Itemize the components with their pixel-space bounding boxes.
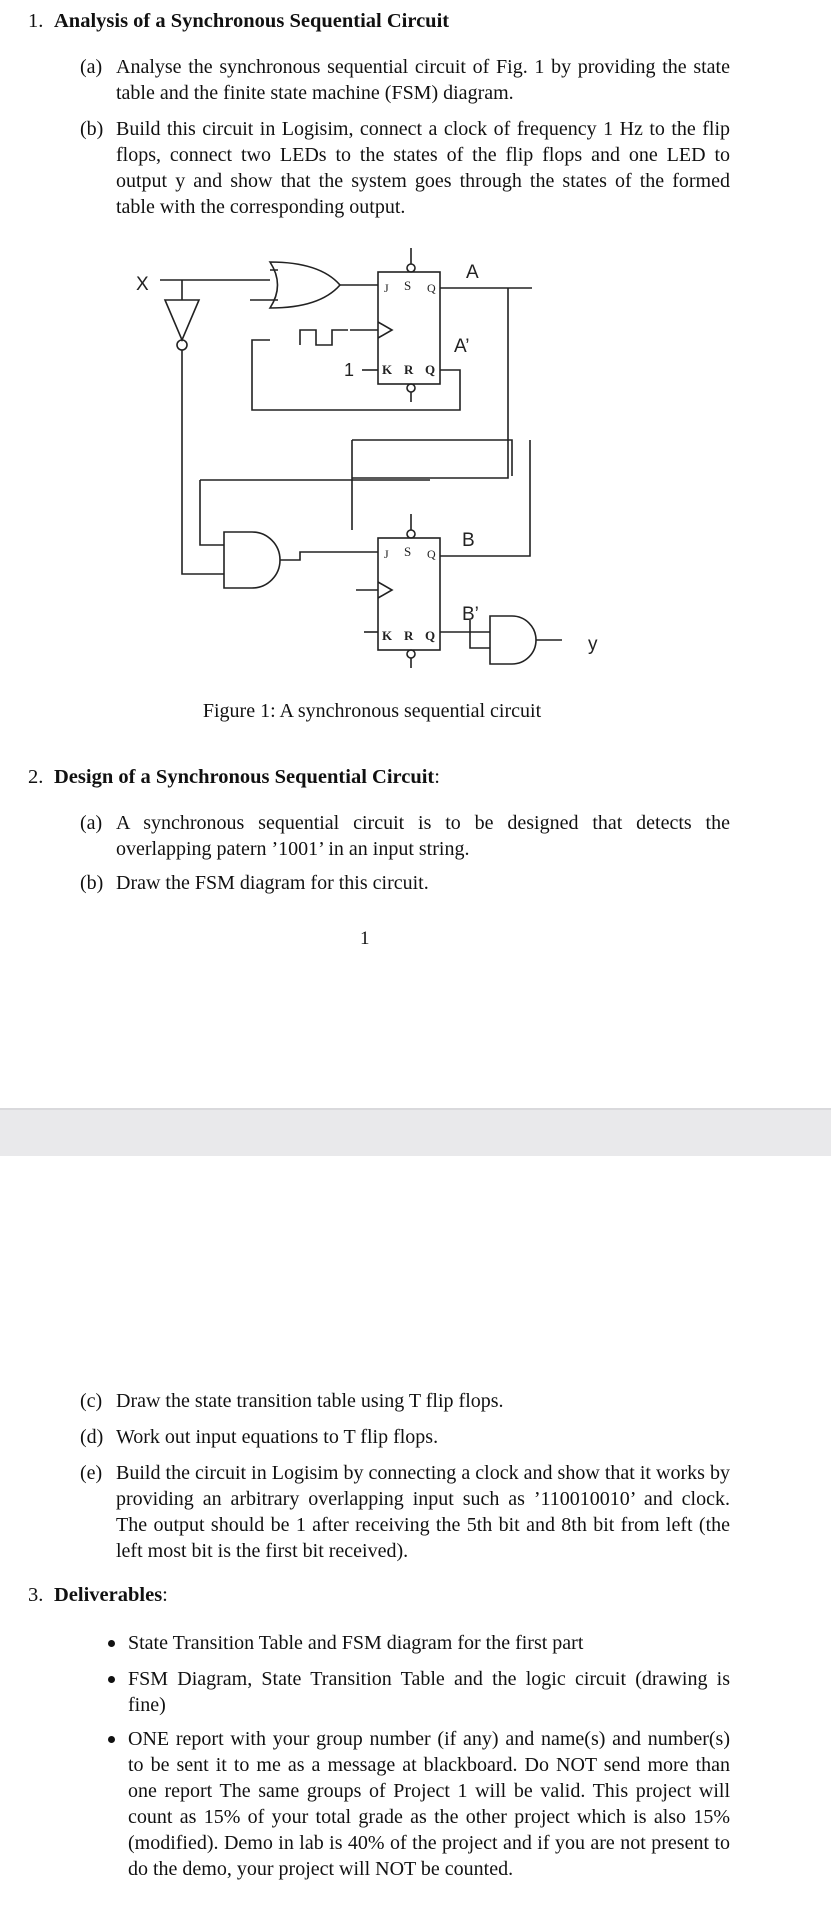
flip-flop-a-clock	[378, 322, 392, 338]
section-2-item-e: (e) Build the circuit in Logisim by connecting a clock and show that it works by providing an arbitrary overlapping input such as ’110010010’ and clock. The output should be 1 after receiving the 5th bit and 8th bit from left (the left most bit is the first bit received).	[80, 1462, 730, 1562]
and-gate-1-output	[280, 552, 378, 560]
svg-text:Q: Q	[427, 547, 436, 561]
b-prime-label: B’	[462, 604, 479, 625]
y-output-label: y	[588, 634, 598, 655]
b-label: B	[462, 530, 475, 551]
bullet-icon	[108, 1736, 115, 1743]
a-prime-label: A’	[454, 336, 470, 357]
section-2-item-d: (d) Work out input equations to T flip flops.	[80, 1426, 439, 1448]
section-1-item-a: (a) Analyse the synchronous sequential circuit of Fig. 1 by providing the state table and the finite state machine (FSM) diagram.	[80, 56, 730, 104]
or-inputs	[250, 270, 278, 300]
page-gap	[0, 1108, 831, 1156]
reset-bubble-b	[407, 650, 415, 658]
clock-symbol	[300, 330, 348, 345]
bullet-icon	[108, 1676, 115, 1683]
bullet-icon	[108, 1640, 115, 1647]
reset-bubble-a	[407, 384, 415, 392]
or-gate	[270, 262, 340, 308]
section-3-heading: 3. Deliverables:	[28, 1584, 168, 1606]
deliverable-item: State Transition Table and FSM diagram for the first part	[108, 1630, 730, 1656]
a-to-b-wire	[352, 288, 508, 478]
svg-text:R: R	[404, 362, 414, 377]
section-1-item-b: (b) Build this circuit in Logisim, connect a clock of frequency 1 Hz to the flip flops, connect two LEDs to the states of the flip flops and one LED to output y and show that the system goes through the states of the formed table with the corresponding output.	[80, 118, 730, 218]
set-bubble-b	[407, 530, 415, 538]
and-gate-1	[224, 532, 280, 588]
figure-caption: Figure 1: A synchronous sequential circuit	[202, 700, 542, 722]
svg-text:J: J	[384, 547, 389, 561]
a-label: A	[466, 262, 479, 283]
deliverable-item: FSM Diagram, State Transition Table and the logic circuit (drawing is fine)	[108, 1666, 730, 1718]
svg-text:K: K	[382, 362, 393, 377]
set-bubble-a	[407, 264, 415, 272]
section-2-item-b: (b) Draw the FSM diagram for this circuit.	[80, 872, 429, 894]
svg-text:R: R	[404, 628, 414, 643]
svg-text:K: K	[382, 628, 393, 643]
svg-text:S: S	[404, 278, 412, 293]
page-number: 1	[360, 928, 370, 949]
svg-text:Q: Q	[425, 362, 436, 377]
section-2-item-a: (a) A synchronous sequential circuit is to be designed that detects the overlapping patern ’1001’ in an input string.	[80, 812, 730, 860]
feedback-loop-box	[352, 440, 512, 476]
section-1-heading: 1. Analysis of a Synchronous Sequential Circuit	[28, 10, 450, 32]
svg-text:Q: Q	[427, 281, 436, 295]
svg-text:J: J	[384, 281, 389, 295]
section-2-heading: 2. Design of a Synchronous Sequential Circuit:	[28, 766, 440, 788]
q-b-wire	[440, 440, 530, 556]
flip-flop-b-clock	[356, 582, 392, 598]
inverter-gate	[165, 300, 199, 340]
section-2-item-c: (c) Draw the state transition table using T flip flops.	[80, 1390, 504, 1412]
deliverable-item: ONE report with your group number (if any) and name(s) and number(s) to be sent it to me as a message at blackboard. Do NOT send more than one report The same groups of Project 1 will be valid. This project will count as 15% of your total grade as the other project which is also 15% (modified). Demo in lab is 40% of the project and if you are not present to do the demo, your project will NOT be counted.	[108, 1726, 730, 1882]
page-2	[0, 1156, 831, 1920]
svg-text:S: S	[404, 544, 412, 559]
x-input-label: X	[136, 274, 149, 295]
output-and-gate	[490, 616, 536, 664]
svg-text:Q: Q	[425, 628, 436, 643]
circuit-diagram	[0, 0, 831, 700]
constant-one-label: 1	[344, 360, 355, 380]
